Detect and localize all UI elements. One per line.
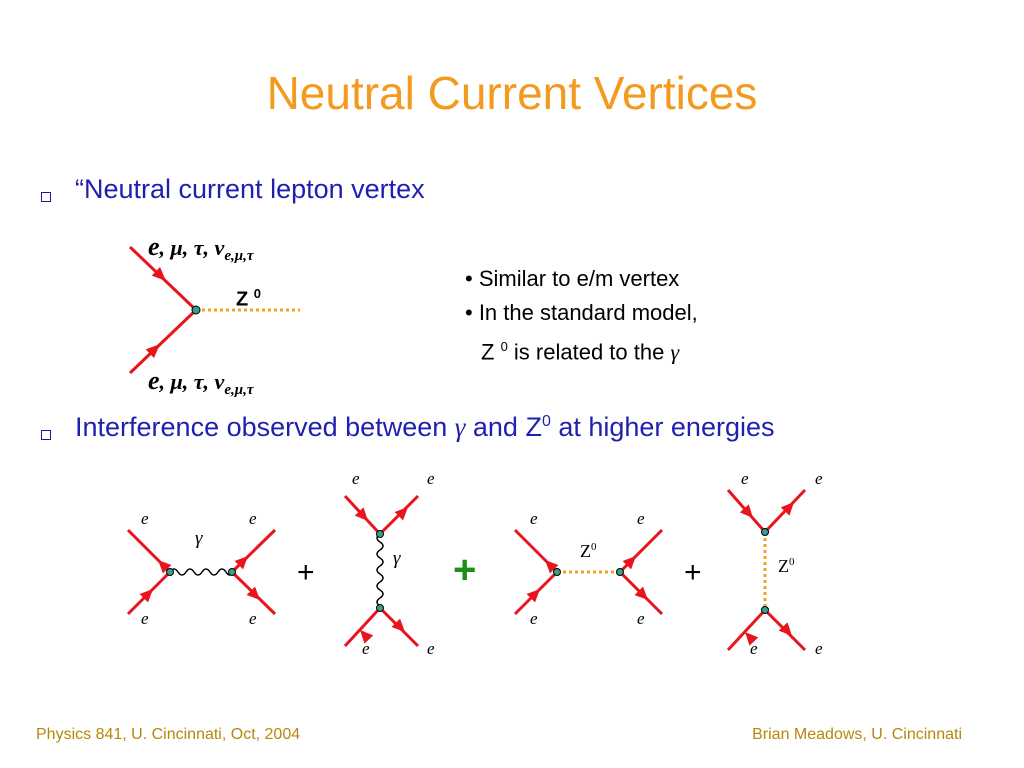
bullet-1-text: “Neutral current lepton vertex [75,174,425,204]
vertex-boson-label: Z $^0$ [236,286,262,311]
d1-label-ul: e [141,509,149,528]
d1-line-ur [232,530,275,572]
d2-label-ul: e [352,469,360,488]
slide-title: Neutral Current Vertices [266,67,758,119]
d1-vertex-right [229,569,236,576]
d3-label-z: $Z^0$ [580,541,597,561]
d1-vertex-left [167,569,174,576]
d2-label-ll: e [362,639,370,658]
d1-photon-wavy [170,569,232,575]
d3-vertex-right [617,569,624,576]
d3-label-ul: e [530,509,538,528]
d2-vertex-top [377,531,384,538]
d4-label-z: $Z^0$ [778,556,795,576]
d4-label-ur: e [815,469,823,488]
diagram-photon-t-channel [345,496,418,646]
plus-sign-big: + [453,548,477,592]
vertex-top-label: e, μ, τ, $\nu_{e,\mu,\tau}$ [148,232,254,264]
d2-label-gamma: γ [393,548,401,569]
d2-vertex-bottom [377,605,384,612]
d4-line-ll [728,610,765,650]
footer-right: Brian Meadows, U. Cincinnati [752,726,962,743]
bullet-2-text: Interference observed between γ and $Z^0$ at higher energies [75,412,775,442]
d1-label-lr: e [249,609,257,628]
d4-label-lr: e [815,639,823,658]
d1-label-gamma: γ [195,528,203,549]
d3-vertex-left [554,569,561,576]
footer-left: Physics 841, U. Cincinnati, Oct, 2004 [36,726,301,743]
d3-label-lr: e [637,609,645,628]
note-line-1: • Similar to e/m vertex [465,266,680,291]
d3-label-ur: e [637,509,645,528]
d4-label-ll: e [750,639,758,658]
d2-label-lr: e [427,639,435,658]
d3-label-ll: e [530,609,538,628]
d3-line-ur [620,530,662,572]
d2-photon-wavy [377,534,383,608]
d1-label-ll: e [141,609,149,628]
d4-label-ul: e [741,469,749,488]
d4-vertex-bottom [762,607,769,614]
plus-sign-1: + [297,556,315,589]
plus-sign-2: + [684,556,702,589]
d1-label-ur: e [249,509,257,528]
note-line-2: • In the standard model, [465,300,698,325]
vertex-bottom-label: e, μ, τ, $\nu_{e,\mu,\tau}$ [148,366,254,398]
d2-label-ur: e [427,469,435,488]
note-line-3: Z $^0$ is related to the γ [481,339,680,365]
d4-vertex-top [762,529,769,536]
